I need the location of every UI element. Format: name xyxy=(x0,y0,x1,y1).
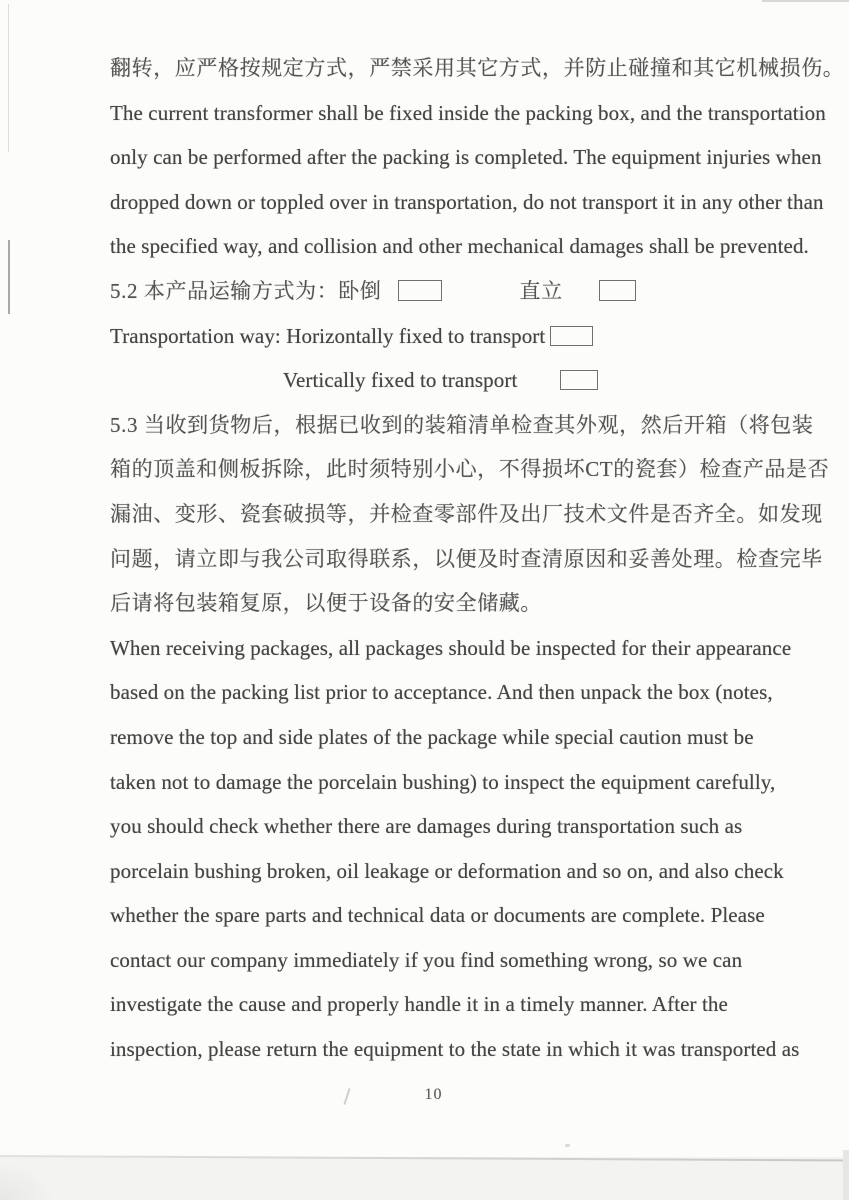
section-5-2-en-horizontal-line xyxy=(110,314,790,359)
upright-checkbox xyxy=(599,280,636,301)
horizontal-transport-label: Transportation way: Horizontally fixed to transport xyxy=(110,323,546,348)
horizontal-transport-checkbox xyxy=(550,326,593,346)
transport-en-line-2: only can be performed after the packing is completed. The equipment injuries when xyxy=(110,145,822,170)
section-5-2-cn-line xyxy=(110,269,790,314)
page-number: 10 xyxy=(424,1086,443,1103)
scan-artifact-left-streak-light xyxy=(8,4,9,152)
upright-label: 直立 xyxy=(519,278,563,303)
scanner-background xyxy=(0,1157,849,1200)
scan-artifact-left-streak-dark xyxy=(8,240,10,314)
receiving-en-line-10: inspection, please return the equipment to the state in which it was transported as xyxy=(110,1037,800,1062)
receiving-en-line-9: investigate the cause and properly handle it in a timely manner. After the xyxy=(110,992,728,1017)
lying-down-checkbox xyxy=(398,280,442,301)
receiving-en-line-8: contact our company immediately if you find something wrong, so we can xyxy=(110,947,743,972)
section-5-3-cn-line-1: 5.3 当收到货物后，根据已收到的装箱清单检查其外观，然后开箱（将包装 xyxy=(110,412,814,437)
section-5-3-cn-line-5: 后请将包装箱复原，以便于设备的安全储藏。 xyxy=(110,591,542,616)
receiving-en-line-2: based on the packing list prior to acceptance. And then unpack the box (notes, xyxy=(110,680,773,705)
section-5-3-cn-line-3: 漏油、变形、瓷套破损等，并检查零部件及出厂技术文件是否齐全。如发现 xyxy=(110,501,823,526)
scan-artifact-speck xyxy=(565,1144,570,1147)
transport-en-line-4: the specified way, and collision and other mechanical damages shall be prevented. xyxy=(110,234,809,259)
transport-en-line-1: The current transformer shall be fixed inside the packing box, and the transportation xyxy=(110,100,826,125)
vertical-transport-checkbox xyxy=(560,370,598,390)
section-5-3-cn-line-2: 箱的顶盖和侧板拆除，此时须特别小心，不得损坏CT的瓷套）检查产品是否 xyxy=(110,457,830,482)
receiving-en-line-5: you should check whether there are damages during transportation such as xyxy=(110,814,743,839)
section-5-2-en-vertical-line xyxy=(110,358,790,403)
intro-cn-line: 翻转，应严格按规定方式，严禁采用其它方式，并防止碰撞和其它机械损伤。 xyxy=(110,56,845,80)
receiving-en-line-6: porcelain bushing broken, oil leakage or deformation and so on, and also check xyxy=(110,858,784,883)
scan-right-edge-shade xyxy=(843,1150,849,1200)
vertical-transport-label: Vertically fixed to transport xyxy=(283,368,518,393)
receiving-en-line-4: taken not to damage the porcelain bushing) to inspect the equipment carefully, xyxy=(110,769,776,794)
scan-artifact-top-edge xyxy=(762,0,849,2)
section-5-2-cn-prefix: 5.2 本产品运输方式为：卧倒 xyxy=(110,278,382,303)
transport-en-line-3: dropped down or toppled over in transportation, do not transport it in any other than xyxy=(110,189,824,214)
receiving-en-line-1: When receiving packages, all packages should be inspected for their appearance xyxy=(110,635,792,660)
page-content xyxy=(110,46,845,1072)
receiving-en-line-3: remove the top and side plates of the package while special caution must be xyxy=(110,724,754,749)
section-5-3-cn-line-4: 问题，请立即与我公司取得联系，以便及时查清原因和妥善处理。检查完毕 xyxy=(110,546,823,571)
receiving-en-line-7: whether the spare parts and technical data or documents are complete. Please xyxy=(110,903,765,928)
scan-corner-shadow xyxy=(0,1162,56,1200)
